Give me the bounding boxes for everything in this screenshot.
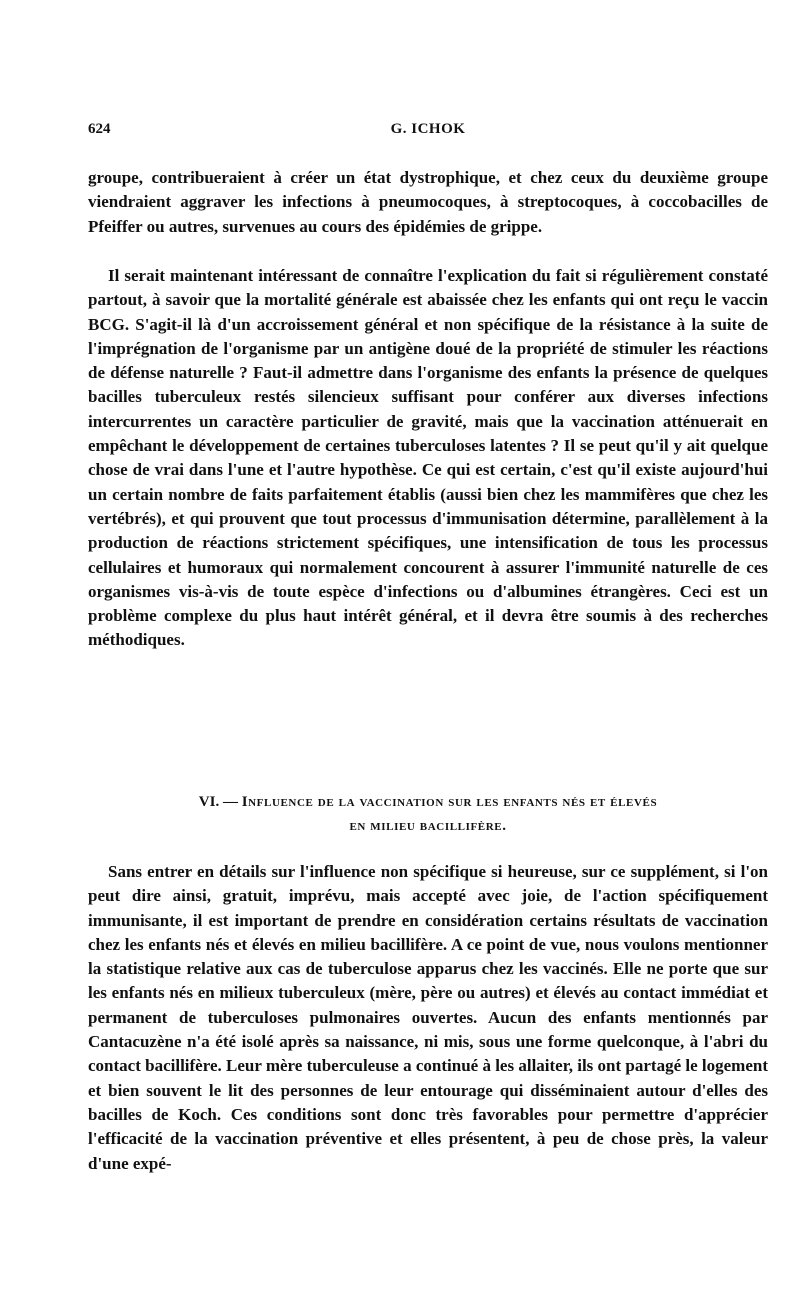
- paragraph-text: Il serait maintenant intéressant de connaître l'explication du fait si régulièrement constaté partout, à savoir que la mortalité générale est abaissée chez les enfants qui ont reçu le vaccin BCG. S'agit-il là d'un accroissement général et non spécifique de la résistance à la suite de l'imprégnation de l'organisme par un antigène doué de la propriété de stimuler les réactions de défense naturelle ? Faut-il admettre dans l'organisme des enfants la présence de quelques bacilles tuberculeux restés silencieux suffisant pour conférer aux diverses infections intercurrentes un caractère particulier de gravité, mais que la vaccination atténuerait en empêchant le développement de certaines tuberculoses latentes ? Il se peut qu'il y ait quelque chose de vrai dans l'une et l'autre hypothèse. Ce qui est certain, c'est qu'il existe aujourd'hui un certain nombre de faits parfaitement établis (aussi bien chez les mammifères que chez les vertébrés), et qui prouvent que tout processus d'immunisation détermine, parallèlement à la production de réactions strictement spécifiques, une intensification de tous les processus cellulaires et humoraux qui normalement concourent à assurer l'immunité naturelle de ces organismes vis-à-vis de toute espèce d'infections ou d'albumines étrangères. Ceci est un problème complexe du plus haut intérêt général, et il devra être soumis à des recherches méthodiques.: [88, 266, 768, 650]
- page-number: 624: [88, 121, 111, 137]
- paragraph-text: Sans entrer en détails sur l'influence non spécifique si heureuse, sur ce supplément, si l'on peut dire ainsi, gratuit, imprévu, mais accepté avec joie, de l'action spécifiquement immunisante, il est important de prendre en considération certains résultats de vaccination chez les enfants nés et élevés en milieu bacillifère. A ce point de vue, nous voulons mentionner la statistique relative aux cas de tuberculose apparus chez les vaccinés. Elle ne porte que sur les enfants nés en milieux tuberculeux (mère, père ou autres) et élevés au contact immédiat et permanent de tuberculoses pulmonaires ouvertes. Aucun des enfants mentionnés par Cantacuzène n'a été isolé après sa naissance, ni mis, sous une forme quelconque, à l'abri du contact bacillifère. Leur mère tuberculeuse a continué à les allaiter, ils ont partagé le logement et bien souvent le lit des personnes de leur entourage qui disséminaient autour d'elles des bacilles de Koch. Ces conditions sont donc très favorables pour permettre d'apprécier l'efficacité de la vaccination préventive et elles présentent, à peu de chose près, la valeur d'une expé-: [88, 862, 768, 1173]
- paragraph-bcg-mortality: [88, 264, 768, 653]
- section-heading-line-1: [88, 790, 768, 814]
- paragraph-text: groupe, contribueraient à créer un état dystrophique, et chez ceux du deuxième groupe viendraient aggraver les infections à pneumocoques, à streptocoques, à coccobacilles de Pfeiffer ou autres, survenues au cours des épidémies de grippe.: [88, 168, 768, 236]
- section-number: VI. —: [198, 794, 238, 810]
- paragraph-vaccination-results: [88, 860, 768, 1176]
- running-head-author: G. ICHOK: [390, 121, 466, 137]
- section-title-part-1: Influence de la vaccination sur les enfants nés et élevés: [241, 794, 658, 810]
- paragraph-continuation: [88, 166, 768, 239]
- section-title-part-2: en milieu bacillifère.: [349, 818, 507, 834]
- section-heading: [88, 790, 768, 838]
- running-header: [88, 121, 768, 143]
